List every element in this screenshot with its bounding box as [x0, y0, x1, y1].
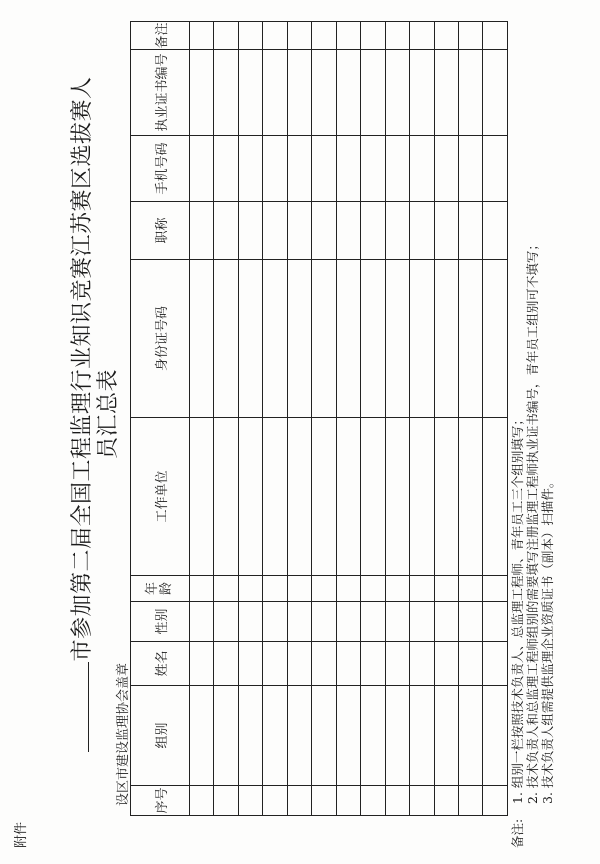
table-cell: [312, 576, 336, 602]
table-cell: [263, 418, 287, 576]
table-cell: [385, 602, 409, 642]
table-cell: [336, 642, 360, 686]
table-cell: [190, 786, 214, 816]
table-cell: [483, 22, 508, 50]
col-header-id-number: 身份证号码: [131, 260, 190, 418]
table-cell: [336, 136, 360, 202]
table-cell: [361, 576, 385, 602]
note-item-1: 1. 组别一栏按照技术负责人、总监理工程师、青年员工三个组别填写；: [510, 413, 525, 804]
table-cell: [263, 576, 287, 602]
table-cell: [287, 260, 311, 418]
table-cell: [361, 260, 385, 418]
table-cell: [312, 50, 336, 136]
table-cell: [214, 686, 238, 786]
table-cell: [287, 418, 311, 576]
table-cell: [214, 22, 238, 50]
table-cell: [385, 202, 409, 260]
table-cell: [263, 202, 287, 260]
table-cell: [458, 50, 482, 136]
table-cell: [238, 786, 262, 816]
age-header-char-2: 龄: [159, 582, 174, 596]
table-cell: [385, 686, 409, 786]
table-row: [238, 22, 262, 816]
table-cell: [483, 50, 508, 136]
table-cell: [312, 260, 336, 418]
table-cell: [434, 50, 458, 136]
table-cell: [483, 786, 508, 816]
table-cell: [434, 576, 458, 602]
table-cell: [190, 576, 214, 602]
table-cell: [263, 50, 287, 136]
table-row: [312, 22, 336, 816]
table-cell: [361, 686, 385, 786]
table-row: [361, 22, 385, 816]
table-cell: [312, 418, 336, 576]
table-cell: [483, 260, 508, 418]
table-cell: [238, 50, 262, 136]
table-cell: [336, 576, 360, 602]
table-cell: [385, 576, 409, 602]
table-cell: [458, 22, 482, 50]
table-cell: [458, 602, 482, 642]
table-cell: [458, 576, 482, 602]
table-cell: [458, 418, 482, 576]
table-cell: [214, 786, 238, 816]
title-line-1: 市参加第二届全国工程监理行业知识竞赛江苏赛区选拔赛人: [70, 76, 95, 662]
table-cell: [190, 418, 214, 576]
table-cell: [361, 50, 385, 136]
org-stamp-line: 设区市建设监理协会盖章: [116, 662, 131, 806]
table-cell: [483, 602, 508, 642]
table-cell: [434, 22, 458, 50]
table-row: [336, 22, 360, 816]
table-cell: [312, 202, 336, 260]
table-cell: [483, 136, 508, 202]
table-body: [190, 22, 508, 816]
table-cell: [361, 786, 385, 816]
table-cell: [263, 22, 287, 50]
table-cell: [214, 50, 238, 136]
participant-table: [130, 22, 508, 816]
table-cell: [385, 136, 409, 202]
header-row: [131, 22, 190, 816]
table-cell: [190, 602, 214, 642]
table-cell: [410, 576, 434, 602]
table-cell: [483, 642, 508, 686]
table-cell: [190, 260, 214, 418]
table-cell: [434, 786, 458, 816]
table-row: [214, 22, 238, 816]
table-cell: [312, 642, 336, 686]
title-line-2: 员汇总表: [96, 369, 121, 460]
table-cell: [410, 418, 434, 576]
table-cell: [385, 22, 409, 50]
col-header-employer: 工作单位: [131, 418, 190, 576]
table-cell: [410, 50, 434, 136]
table-cell: [410, 786, 434, 816]
table-cell: [361, 202, 385, 260]
table-cell: [263, 136, 287, 202]
table-cell: [214, 602, 238, 642]
table-cell: [312, 602, 336, 642]
table-cell: [214, 576, 238, 602]
table-cell: [336, 260, 360, 418]
table-cell: [214, 260, 238, 418]
table-cell: [263, 686, 287, 786]
table-cell: [190, 642, 214, 686]
table-cell: [361, 602, 385, 642]
table-row: [483, 22, 508, 816]
col-header-phone: 手机号码: [131, 136, 190, 202]
table-cell: [214, 202, 238, 260]
table-cell: [238, 22, 262, 50]
table-cell: [410, 260, 434, 418]
table-cell: [336, 418, 360, 576]
table-cell: [410, 22, 434, 50]
table-cell: [263, 786, 287, 816]
table-cell: [190, 202, 214, 260]
table-cell: [434, 642, 458, 686]
table-cell: [287, 576, 311, 602]
table-cell: [458, 260, 482, 418]
col-header-group: 组别: [131, 686, 190, 786]
table-cell: [410, 686, 434, 786]
table-cell: [336, 786, 360, 816]
table-cell: [312, 786, 336, 816]
table-cell: [385, 786, 409, 816]
table-cell: [410, 202, 434, 260]
col-header-index: 序号: [131, 786, 190, 816]
table-cell: [287, 22, 311, 50]
table-cell: [483, 576, 508, 602]
col-header-title: 职称: [131, 202, 190, 260]
table-cell: [458, 642, 482, 686]
table-row: [458, 22, 482, 816]
table-cell: [190, 136, 214, 202]
table-cell: [434, 136, 458, 202]
table-cell: [287, 602, 311, 642]
table-cell: [483, 202, 508, 260]
table-cell: [263, 642, 287, 686]
table-cell: [385, 260, 409, 418]
table-cell: [336, 22, 360, 50]
table-cell: [410, 602, 434, 642]
table-cell: [336, 686, 360, 786]
notes-section: [510, 238, 555, 848]
table-cell: [238, 686, 262, 786]
table-cell: [287, 786, 311, 816]
table-cell: [336, 602, 360, 642]
table-cell: [434, 602, 458, 642]
table-cell: [312, 22, 336, 50]
form-title: [68, 64, 122, 764]
table-row: [190, 22, 214, 816]
table-cell: [238, 260, 262, 418]
table-cell: [336, 50, 360, 136]
table-cell: [361, 22, 385, 50]
note-item-3: 3. 技术负责人组需提供监理企业资质证书（副本）扫描件。: [540, 475, 555, 804]
table-cell: [287, 50, 311, 136]
table-cell: [336, 202, 360, 260]
table-cell: [385, 642, 409, 686]
table-cell: [214, 418, 238, 576]
table-cell: [312, 686, 336, 786]
col-header-name: 姓名: [131, 642, 190, 686]
table-cell: [410, 136, 434, 202]
col-header-license-number: 执业证书编号: [131, 50, 190, 136]
city-blank-line: [68, 662, 89, 752]
table-cell: [434, 202, 458, 260]
table-cell: [361, 418, 385, 576]
table-cell: [458, 202, 482, 260]
table-cell: [483, 686, 508, 786]
table-row: [385, 22, 409, 816]
table-cell: [361, 642, 385, 686]
table-cell: [238, 418, 262, 576]
table-cell: [361, 136, 385, 202]
table-cell: [287, 202, 311, 260]
table-cell: [458, 686, 482, 786]
table-cell: [238, 576, 262, 602]
table-cell: [287, 136, 311, 202]
table-cell: [263, 602, 287, 642]
table-cell: [190, 686, 214, 786]
table-cell: [190, 22, 214, 50]
age-header-char-1: 年: [145, 582, 160, 596]
table-cell: [238, 602, 262, 642]
notes-label: 备注:: [510, 818, 525, 848]
table-row: [263, 22, 287, 816]
table-row: [434, 22, 458, 816]
table-cell: [458, 136, 482, 202]
table-cell: [263, 260, 287, 418]
table-cell: [214, 642, 238, 686]
col-header-age: [131, 576, 190, 602]
table-cell: [287, 686, 311, 786]
table-cell: [410, 642, 434, 686]
table-cell: [483, 418, 508, 576]
table-cell: [238, 202, 262, 260]
table-row: [287, 22, 311, 816]
table-cell: [238, 136, 262, 202]
table-cell: [287, 642, 311, 686]
table-cell: [458, 786, 482, 816]
attachment-label: 附件: [14, 821, 29, 848]
table-cell: [312, 136, 336, 202]
table-cell: [434, 260, 458, 418]
table-cell: [434, 686, 458, 786]
table-cell: [238, 642, 262, 686]
col-header-gender: 性别: [131, 602, 190, 642]
col-header-remarks: 备注: [131, 22, 190, 50]
note-item-2: 2. 技术负责人和总监理工程师组别的需要填写注册监理工程师执业证书编号，青年员工组别可不填写；: [525, 238, 540, 804]
table-row: [410, 22, 434, 816]
table-cell: [385, 50, 409, 136]
table-cell: [385, 418, 409, 576]
table-cell: [434, 418, 458, 576]
table-cell: [190, 50, 214, 136]
table-cell: [214, 136, 238, 202]
